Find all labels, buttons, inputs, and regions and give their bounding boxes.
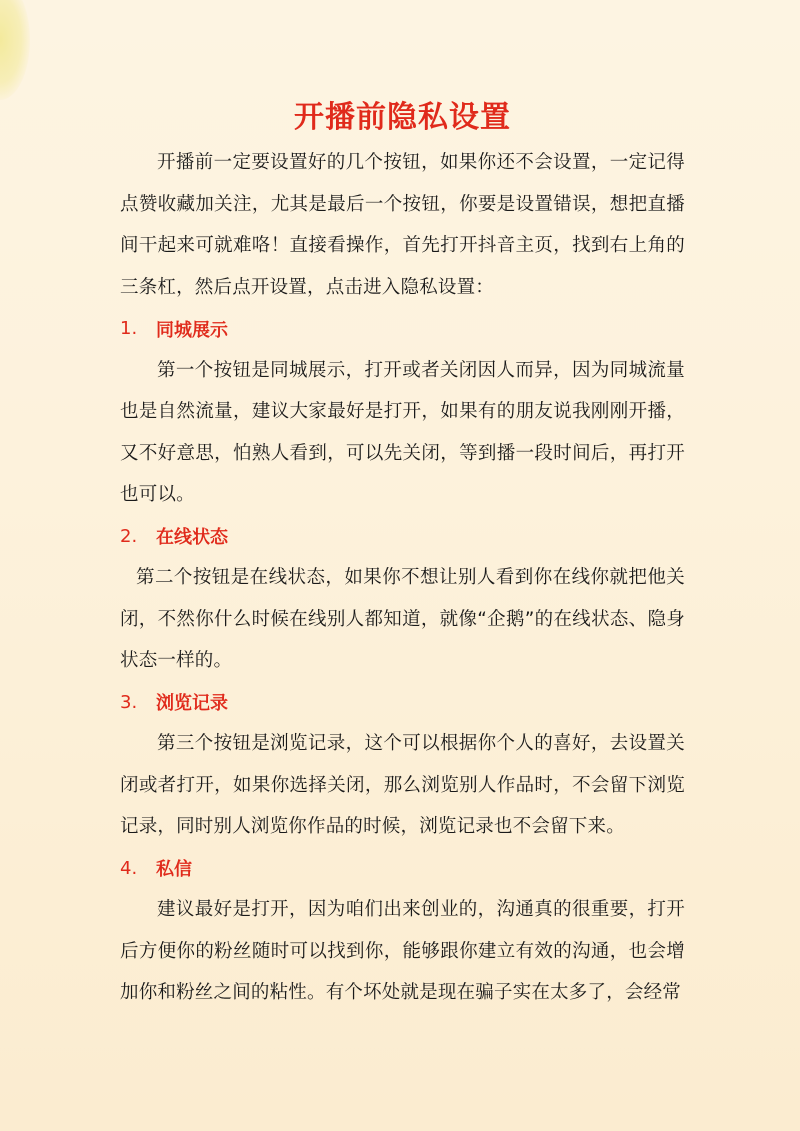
- section-paragraph: 建议最好是打开，因为咱们出来创业的，沟通真的很重要，打开后方便你的粉丝随时可以找到你，能够跟你建立有效的沟通，也会增加你和粉丝之间的粘性。有个坏处就是现在骗子实在太多了，会经常: [120, 899, 685, 1003]
- decorative-corner-blob: [0, 0, 30, 100]
- article-title: 开播前隐私设置: [294, 100, 511, 135]
- section-number: 1.: [120, 318, 138, 340]
- section-title: 在线状态: [156, 527, 228, 549]
- intro-paragraph: 开播前一定要设置好的几个按钮，如果你还不会设置，一定记得点赞收藏加关注，尤其是最后一个按钮，你要是设置错误，想把直播间干起来可就难咯！直接看操作，首先打开抖音主页，找到右上角的三条杠，然后点开设置，点击进入隐私设置：: [120, 152, 685, 298]
- section-number: 2.: [120, 525, 138, 547]
- section-number: 4.: [120, 857, 138, 879]
- section-heading-same-city: [120, 308, 685, 350]
- section-title: 同城展示: [156, 319, 228, 341]
- section-heading-browse-history: [120, 682, 685, 724]
- section-paragraph: 第一个按钮是同城展示，打开或者关闭因人而异，因为同城流量也是自然流量，建议大家最好是打开，如果有的朋友说我刚刚开播，又不好意思，怕熟人看到，可以先关闭，等到播一段时间后，再打开也可以。: [120, 359, 685, 505]
- section-title: 私信: [156, 859, 192, 881]
- article: [120, 96, 685, 1014]
- section-title: 浏览记录: [156, 693, 228, 715]
- section-number: 3.: [120, 691, 138, 713]
- section-paragraph: 第二个按钮是在线状态，如果你不想让别人看到你在线你就把他关闭，不然你什么时候在线别人都知道，就像“企鹅”的在线状态、隐身状态一样的。: [120, 567, 685, 671]
- section-heading-private-message: [120, 848, 685, 890]
- section-heading-online-status: [120, 516, 685, 558]
- section-paragraph: 第三个按钮是浏览记录，这个可以根据你个人的喜好，去设置关闭或者打开，如果你选择关闭，那么浏览别人作品时，不会留下浏览记录，同时别人浏览你作品的时候，浏览记录也不会留下来。: [120, 733, 685, 837]
